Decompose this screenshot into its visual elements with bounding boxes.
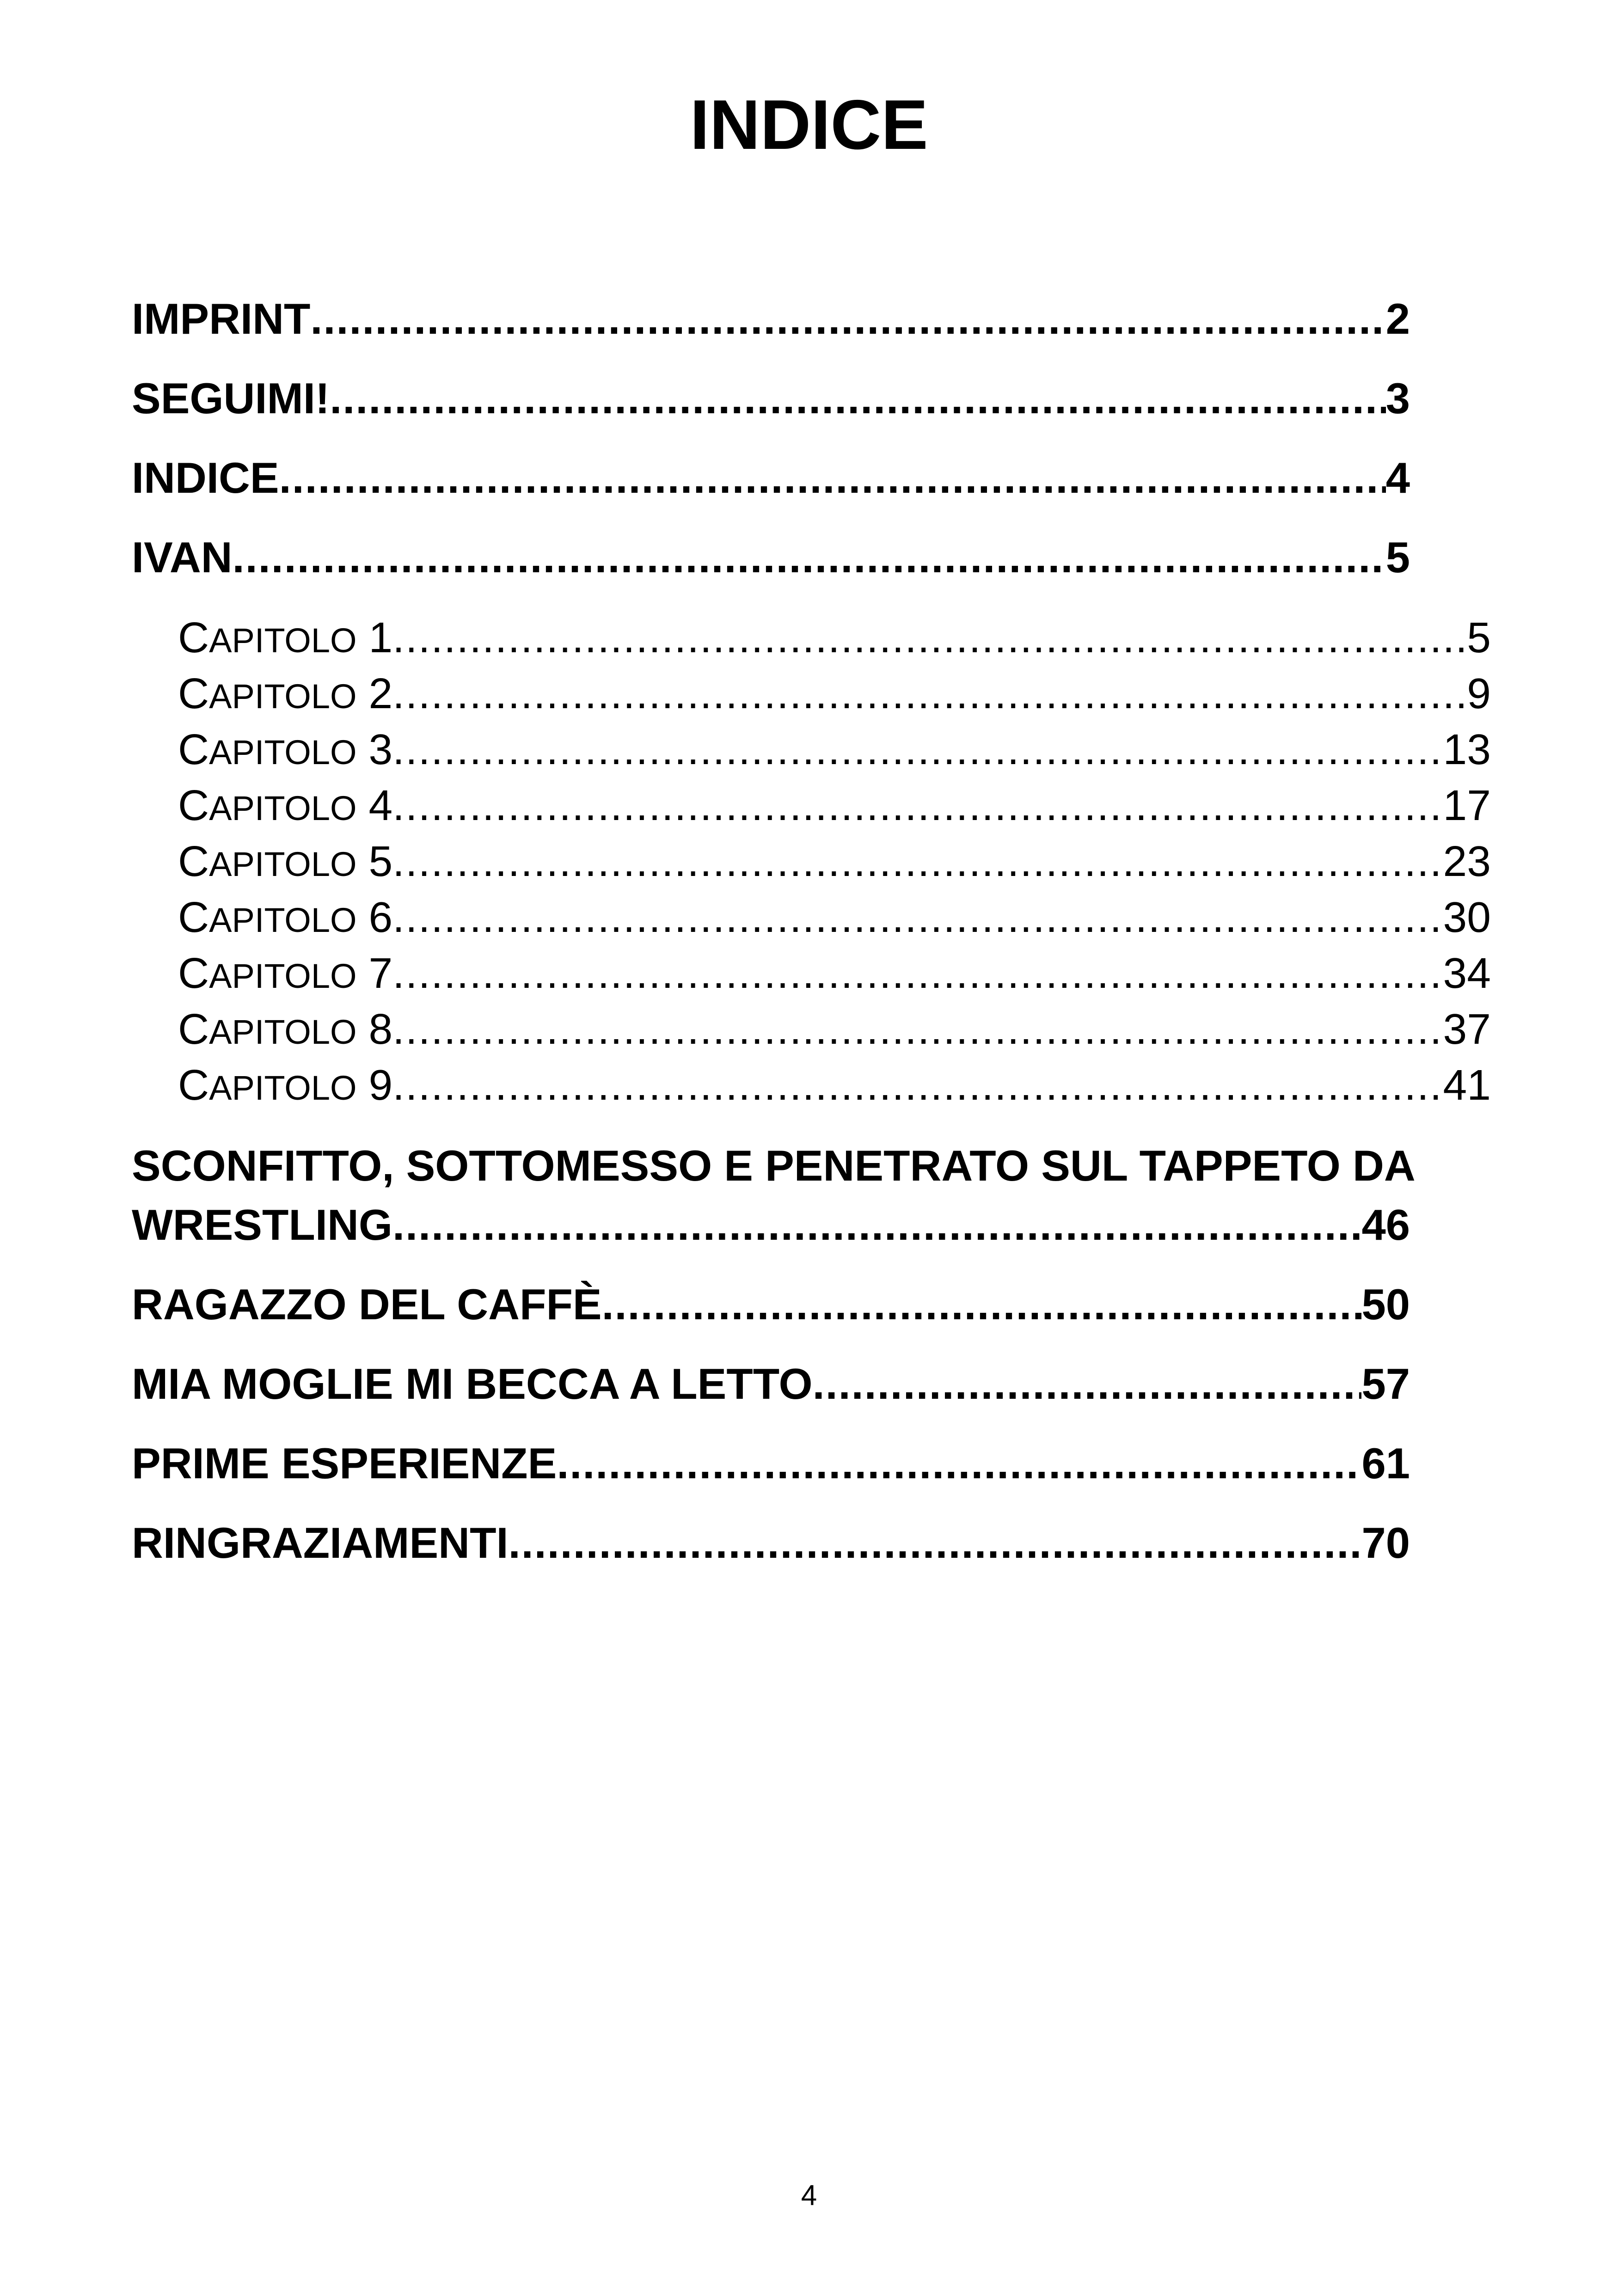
toc-chapter-label: CAPITOLO 3 xyxy=(178,725,393,773)
toc-chapter-label: CAPITOLO 8 xyxy=(178,1005,393,1053)
toc-entry-page: 3 xyxy=(1385,374,1410,422)
toc-chapter-page: 17 xyxy=(1443,781,1491,829)
dot-leader xyxy=(392,890,1443,944)
dot-leader xyxy=(557,1436,1361,1491)
toc-chapter-label: CAPITOLO 9 xyxy=(178,1061,393,1109)
toc-chapter-page: 9 xyxy=(1467,669,1491,717)
toc-entry-page: 70 xyxy=(1361,1518,1410,1567)
toc-entry-label: WRESTLING xyxy=(132,1200,392,1249)
dot-leader xyxy=(392,1002,1443,1056)
toc-entry-ragazzo-del-caffe[interactable] xyxy=(132,1277,1410,1332)
toc-entry-label: RINGRAZIAMENTI xyxy=(132,1518,509,1567)
toc-chapter-page: 34 xyxy=(1443,949,1491,997)
toc-entry-ivan[interactable] xyxy=(132,530,1410,585)
toc-chapter-label: CAPITOLO 5 xyxy=(178,837,393,885)
toc-entry-sconfitto-line1[interactable]: SCONFITTO, SOTTOMESSO E PENETRATO SUL TAPPETO DA xyxy=(132,1141,1416,1190)
toc-chapter-label: CAPITOLO 2 xyxy=(178,669,393,717)
dot-leader xyxy=(392,946,1443,1000)
toc-chapter-page: 41 xyxy=(1443,1061,1491,1109)
toc-chapter-6[interactable] xyxy=(178,890,1491,948)
dot-leader xyxy=(392,666,1467,721)
toc-chapter-label: CAPITOLO 1 xyxy=(178,613,393,661)
toc-entry-page: 4 xyxy=(1385,453,1410,502)
toc-entry-indice[interactable] xyxy=(132,450,1410,506)
toc-entry-mia-moglie[interactable] xyxy=(132,1356,1410,1412)
toc-entry-seguimi[interactable] xyxy=(132,371,1410,426)
toc-entry-page: 57 xyxy=(1361,1359,1410,1408)
toc-entry-page: 46 xyxy=(1361,1200,1410,1249)
dot-leader xyxy=(310,291,1385,347)
dot-leader xyxy=(813,1356,1362,1412)
dot-leader xyxy=(392,1197,1361,1253)
toc-chapter-8[interactable] xyxy=(178,1002,1491,1059)
toc-chapter-page: 13 xyxy=(1443,725,1491,773)
toc-chapter-1[interactable] xyxy=(178,610,1491,668)
toc-entry-page: 5 xyxy=(1385,533,1410,582)
dot-leader xyxy=(509,1515,1362,1571)
toc-entry-label: RAGAZZO DEL CAFFÈ xyxy=(132,1280,602,1329)
toc-entry-page: 2 xyxy=(1385,294,1410,343)
toc-entry-label: PRIME ESPERIENZE xyxy=(132,1439,557,1488)
toc-chapter-5[interactable] xyxy=(178,834,1491,892)
toc-entry-label: SEGUIMI! xyxy=(132,374,330,422)
toc-chapter-9[interactable] xyxy=(178,1058,1491,1115)
toc-entry-ringraziamenti[interactable] xyxy=(132,1515,1410,1571)
dot-leader xyxy=(330,371,1385,426)
toc-chapter-page: 5 xyxy=(1467,613,1491,661)
toc-chapter-page: 37 xyxy=(1443,1005,1491,1053)
toc-entry-label: INDICE xyxy=(132,453,279,502)
toc-chapter-2[interactable] xyxy=(178,666,1491,724)
dot-leader xyxy=(392,610,1467,665)
toc-entry-page: 50 xyxy=(1361,1280,1410,1329)
dot-leader xyxy=(392,778,1443,833)
toc-chapter-page: 30 xyxy=(1443,893,1491,941)
dot-leader xyxy=(392,722,1443,777)
toc-chapter-label: CAPITOLO 6 xyxy=(178,893,393,941)
toc-entry-label: MIA MOGLIE MI BECCA A LETTO xyxy=(132,1359,813,1408)
page-number: 4 xyxy=(801,2180,817,2211)
dot-leader xyxy=(602,1277,1362,1332)
toc-entry-label: IVAN xyxy=(132,533,233,582)
toc-chapter-label: CAPITOLO 4 xyxy=(178,781,393,829)
toc-chapter-4[interactable] xyxy=(178,778,1491,836)
toc-entry-imprint[interactable] xyxy=(132,291,1410,347)
toc-chapter-page: 23 xyxy=(1443,837,1491,885)
toc-entry-sconfitto[interactable] xyxy=(132,1197,1410,1253)
toc-entry-label: IMPRINT xyxy=(132,294,311,343)
page-title: INDICE xyxy=(690,86,928,164)
dot-leader xyxy=(279,450,1386,506)
dot-leader xyxy=(233,530,1386,585)
toc-entry-page: 61 xyxy=(1361,1439,1410,1488)
toc-entry-prime-esperienze[interactable] xyxy=(132,1436,1410,1491)
dot-leader xyxy=(392,834,1443,888)
toc-chapter-3[interactable] xyxy=(178,722,1491,780)
toc-chapter-label: CAPITOLO 7 xyxy=(178,949,393,997)
toc-chapter-7[interactable] xyxy=(178,946,1491,1004)
dot-leader xyxy=(392,1058,1443,1112)
